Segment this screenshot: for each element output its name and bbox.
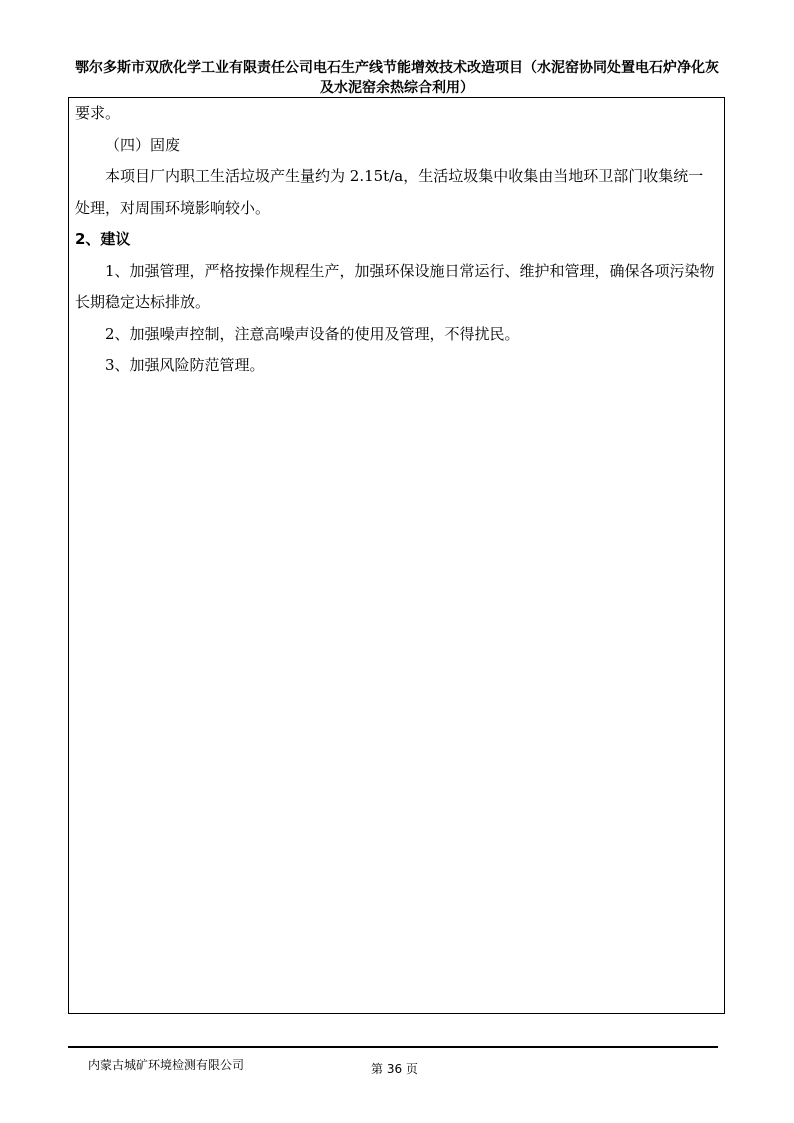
paragraph-requirement: 要求。 bbox=[75, 104, 121, 122]
footer-page-number: 第 36 页 bbox=[371, 1062, 418, 1076]
document-header bbox=[60, 58, 734, 98]
footer-divider bbox=[68, 1046, 718, 1048]
suggestion-2: 2、加强噪声控制，注意高噪声设备的使用及管理，不得扰民。 bbox=[105, 324, 520, 343]
footer-company: 内蒙古城矿环境检测有限公司 bbox=[88, 1058, 245, 1072]
suggestion-1: 1、加强管理，严格按操作规程生产，加强环保设施日常运行、维护和管理，确保各项污染物长期稳定达标排放。 bbox=[75, 261, 715, 311]
suggestion-3: 3、加强风险防范管理。 bbox=[105, 356, 265, 374]
heading-suggestions: 2、建议 bbox=[75, 230, 131, 248]
section-solid-waste-title: （四）固废 bbox=[105, 135, 181, 154]
header-line-2: 及水泥窑余热综合利用） bbox=[320, 80, 474, 96]
content-body bbox=[75, 98, 715, 382]
content-frame bbox=[68, 97, 725, 1014]
header-line-1: 鄂尔多斯市双欣化学工业有限责任公司电石生产线节能增效技术改造项目（水泥窑协同处置电石炉净化灰 bbox=[75, 60, 719, 76]
paragraph-solid-waste: 本项目厂内职工生活垃圾产生量约为 2.15t/a，生活垃圾集中收集由当地环卫部门收集统一处理，对周围环境影响较小。 bbox=[75, 167, 704, 217]
